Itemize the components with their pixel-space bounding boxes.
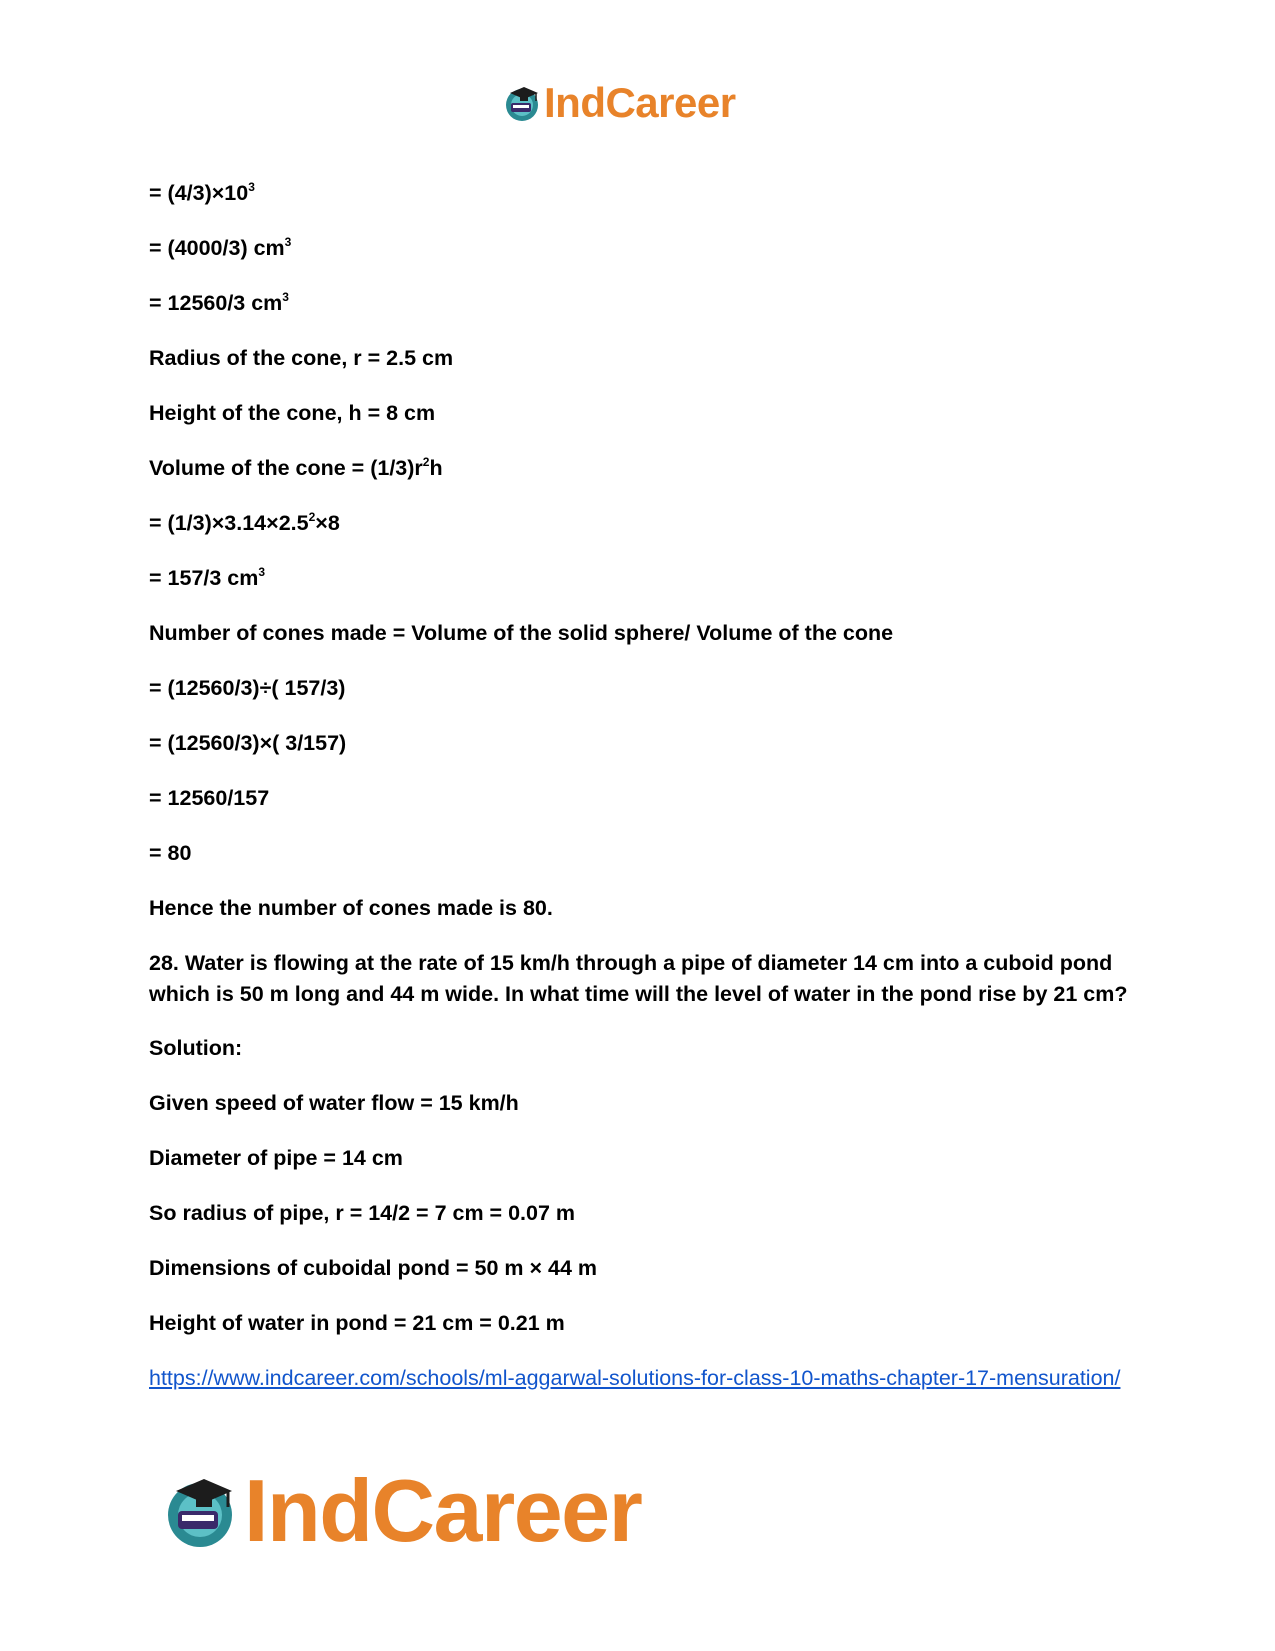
text-line: Height of water in pond = 21 cm = 0.21 m: [149, 1311, 565, 1335]
page-content: [149, 178, 1129, 1393]
math-line: = 157/3 $cm^3$: [149, 565, 266, 590]
question-28: 28. Water is flowing at the rate of 15 km/h through a pipe of diameter 14 cm into a cuboid pond which is 50 m long and 44 m wide. In what time will the level of water in the pond rise by 21 cm?: [149, 951, 1128, 1006]
brand-name: IndCareer: [544, 79, 736, 126]
graduation-globe-icon: [160, 1471, 240, 1551]
text-line: Given speed of water flow = 15 km/h: [149, 1091, 519, 1115]
math-line: = (12560/3)×( 3/157): [149, 731, 347, 755]
text-line: Diameter of pipe = 14 cm: [149, 1146, 403, 1170]
source-link[interactable]: https://www.indcareer.com/schools/ml-aggarwal-solutions-for-class-10-maths-chapter-17-mensuration/: [149, 1366, 1121, 1390]
math-line: = 12560/3 $cm^3$: [149, 290, 289, 315]
text-line: So radius of pipe, r = 14/2 = 7 cm = 0.07 m: [149, 1201, 576, 1225]
math-line: = (4000/3) $cm^3$: [149, 235, 292, 260]
math-line: = $(1/3)\times 3.14\times 2.5^2\times 8$: [149, 510, 340, 535]
text-line: Dimensions of cuboidal pond = 50 m × 44 m: [149, 1256, 598, 1280]
math-line: = 80: [149, 841, 192, 865]
math-line: Volume of the cone = $(1/3)r^2h$: [149, 455, 443, 480]
text-line: Number of cones made = Volume of the solid sphere/ Volume of the cone: [149, 621, 894, 645]
math-line: = $(4/3)\times 10^3$: [149, 180, 255, 205]
text-line: Height of the cone, h = 8 cm: [149, 401, 436, 425]
graduation-globe-icon: [502, 83, 542, 123]
solution-heading: Solution:: [149, 1036, 243, 1060]
math-line: = 12560/157: [149, 786, 270, 810]
text-line: Radius of the cone, r = 2.5 cm: [149, 346, 454, 370]
header-logo: [502, 80, 736, 126]
footer-logo: [160, 1461, 642, 1560]
math-line: = (12560/3)÷( 157/3): [149, 676, 346, 700]
conclusion-line: Hence the number of cones made is 80.: [149, 896, 553, 920]
brand-name: IndCareer: [244, 1461, 642, 1560]
